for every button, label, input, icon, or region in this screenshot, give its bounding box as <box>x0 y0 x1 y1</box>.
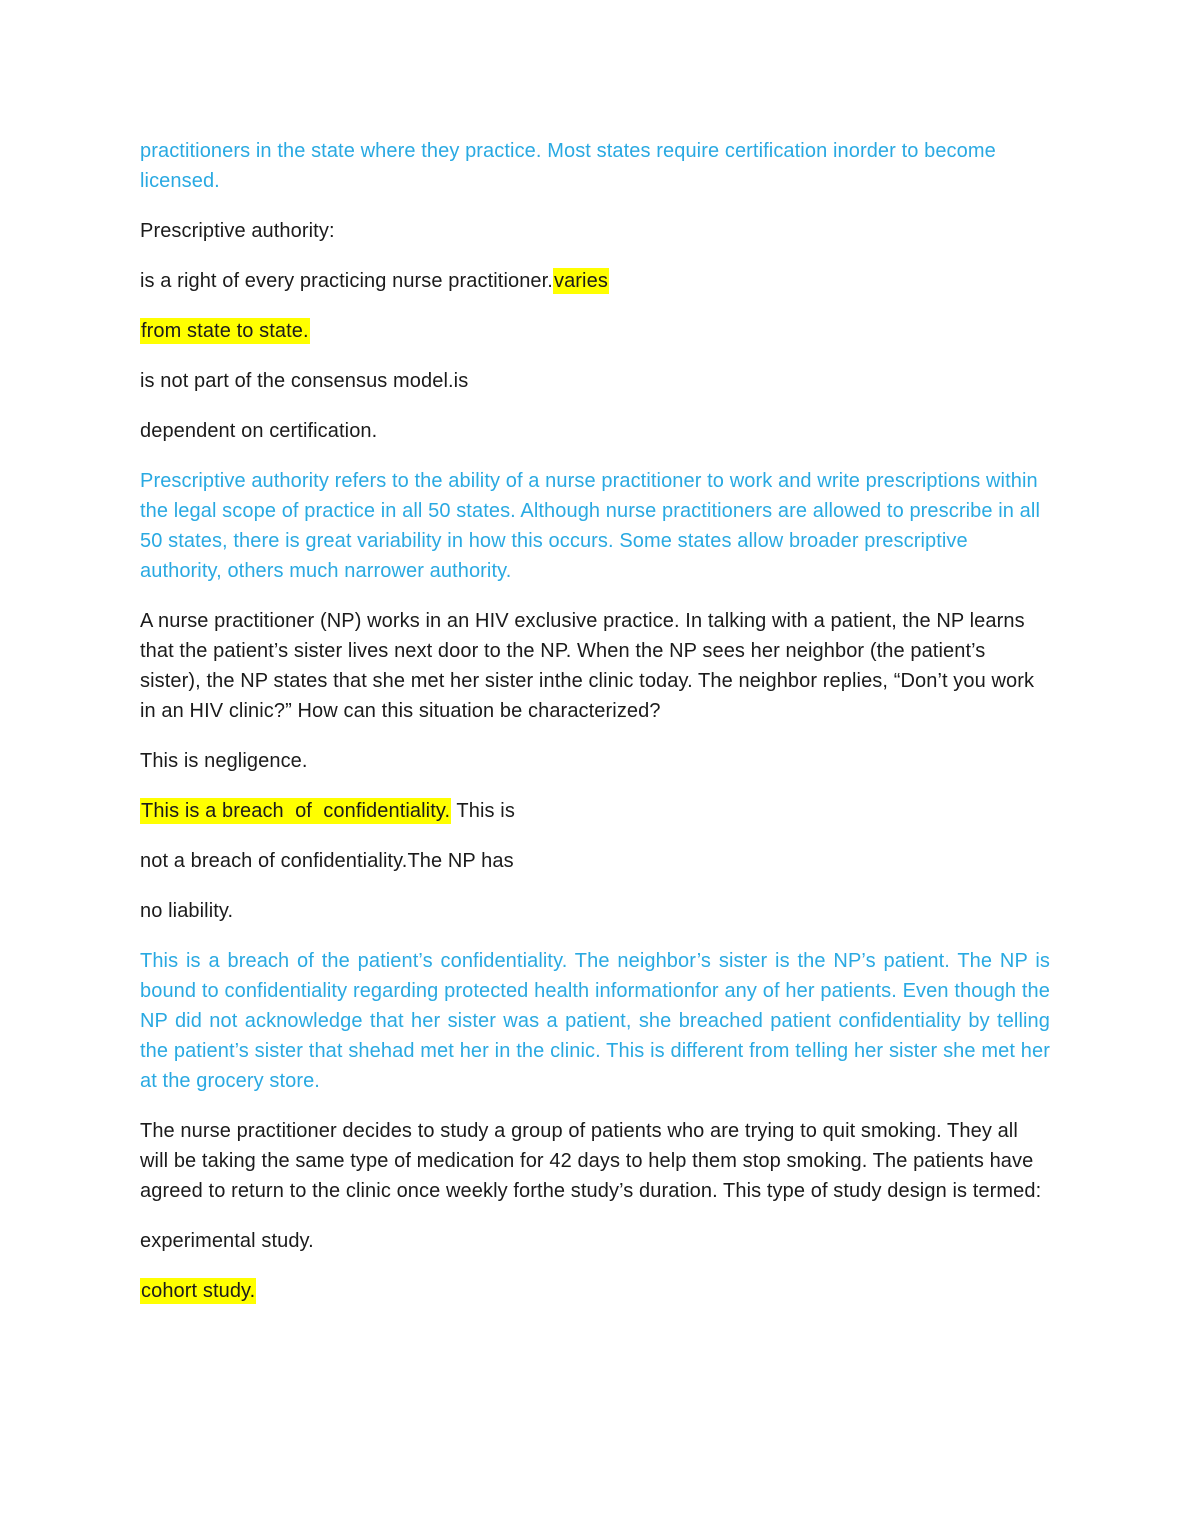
text-run: not a breach of confidentiality.The NP has <box>140 850 514 872</box>
paragraph <box>140 846 1050 876</box>
paragraph <box>140 946 1056 1096</box>
text-run: is a right of every practicing nurse practitioner. <box>140 270 553 292</box>
text-run: This is negligence. <box>140 750 308 772</box>
text-run: A nurse practitioner (NP) works in an HIV exclusive practice. In talking with a patient, the NP learns that the patient’s sister lives next door to the NP. When the NP sees her neighbor (the patient’s sister), the NP states that she met her sister inthe clinic today. The neighbor replies, “Don’t you work in an HIV clinic?” How can this situation be characterized? <box>140 610 1040 722</box>
paragraph <box>140 366 1050 396</box>
paragraph <box>140 1116 1050 1206</box>
paragraph <box>140 216 1050 246</box>
paragraph <box>140 1276 1050 1306</box>
highlighted-text: varies <box>553 270 608 292</box>
highlighted-text: from state to state. <box>141 320 309 342</box>
text-run: This is a breach of the patient’s confidentiality. The neighbor’s sister is the NP’s patient. The NP is bound to confidentiality regarding protected health informationfor any of her patients. Even though the NP did not acknowledge that her sister was a patient, she breached patient confidentiality by telling the patient’s sister that shehad met her in the clinic. This is different from telling her sister she met her at the grocery store. <box>140 950 1056 1092</box>
text-run: is not part of the consensus model.is <box>140 370 469 392</box>
paragraph <box>140 606 1050 726</box>
paragraph <box>140 266 1050 296</box>
highlighted-text: This is a breach of confidentiality. <box>141 800 451 822</box>
paragraph <box>140 746 1050 776</box>
paragraph <box>140 416 1050 446</box>
text-run: no liability. <box>140 900 234 922</box>
paragraph <box>140 896 1050 926</box>
paragraph <box>140 1226 1050 1256</box>
text-run: practitioners in the state where they practice. Most states require certification inorder to become licensed. <box>140 140 1002 192</box>
text-run: dependent on certification. <box>140 420 378 442</box>
document-body <box>140 136 1056 1306</box>
paragraph <box>140 466 1050 586</box>
text-run: The nurse practitioner decides to study a group of patients who are trying to quit smoking. They all will be taking the same type of medication for 42 days to help them stop smoking. The patients have agreed to return to the clinic once weekly forthe study’s duration. This type of study design is termed: <box>140 1120 1042 1202</box>
highlighted-text: cohort study. <box>141 1280 256 1302</box>
text-run: This is <box>451 800 515 822</box>
text-run: Prescriptive authority refers to the ability of a nurse practitioner to work and write prescriptions within the legal scope of practice in all 50 states. Although nurse practitioners are allowed to prescribe in all 50 states, there is great variability in how this occurs. Some states allow broader prescriptive authority, others much narrower authority. <box>140 470 1046 582</box>
paragraph <box>140 136 1050 196</box>
paragraph <box>140 316 1050 346</box>
paragraph <box>140 796 1050 826</box>
text-run: Prescriptive authority: <box>140 220 335 242</box>
text-run: experimental study. <box>140 1230 314 1252</box>
